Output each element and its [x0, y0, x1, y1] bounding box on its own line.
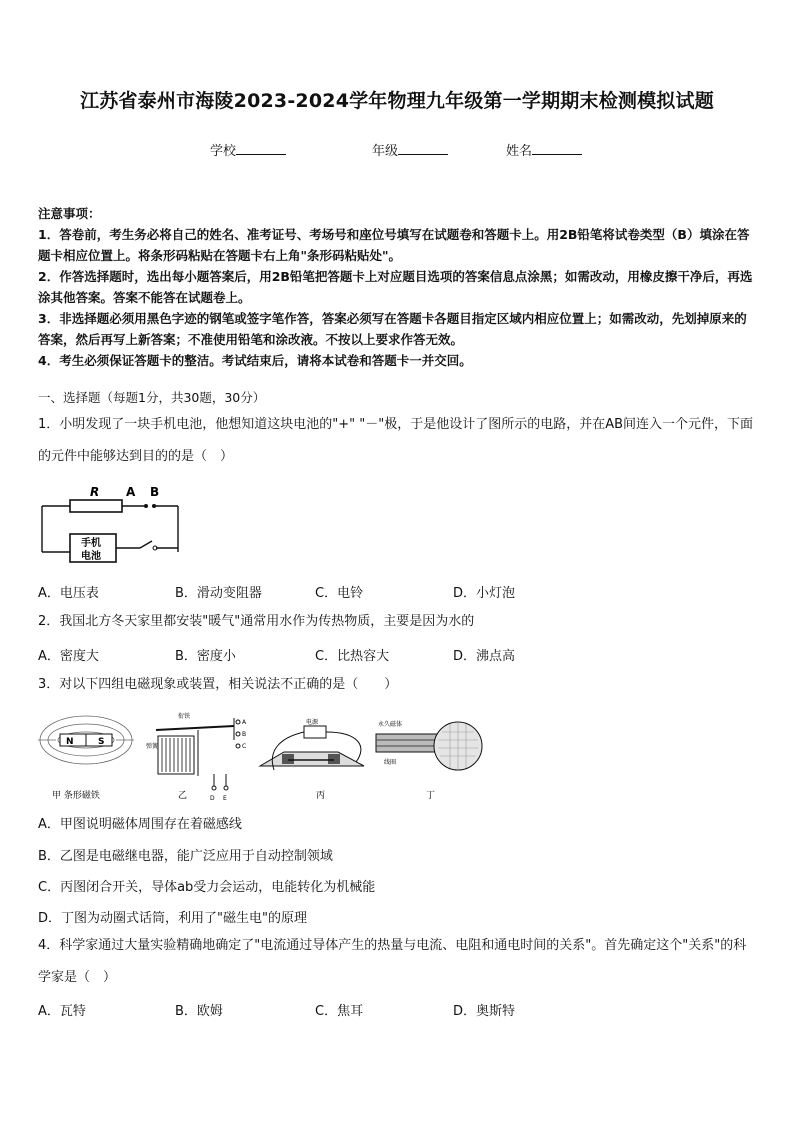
question-2-options — [38, 645, 758, 667]
option-a[interactable]: A．瓦特 — [38, 1004, 86, 1019]
terminal-a — [144, 504, 148, 508]
question-1-text: 1．小明发现了一块手机电池，他想知道这块电池的"+" "－"极，于是他设计了图所示的电路，并在AB间连入一个元件，下面的元件中能够达到目的的是（ ） — [38, 417, 754, 464]
s-pole-label: S — [98, 737, 105, 747]
school-blank — [236, 142, 286, 155]
figure-yi-label: 乙 — [178, 791, 188, 801]
point-d-label: D — [210, 795, 215, 802]
figure-ding-label: 丁 — [426, 791, 436, 801]
name-field — [506, 140, 582, 159]
point-e-label: E — [223, 795, 227, 802]
dynamic-microphone-figure — [376, 720, 482, 801]
bar-magnet-figure — [38, 716, 134, 801]
option-b[interactable]: B．欧姆 — [175, 1004, 223, 1019]
option-c[interactable]: C．焦耳 — [315, 1004, 364, 1019]
figure-jia-label: 甲 条形磁铁 — [52, 791, 100, 801]
question-3-option-a[interactable]: A．甲图说明磁体周围存在着磁感线 — [38, 817, 242, 832]
question-1-options — [38, 582, 758, 604]
grade-field — [372, 140, 448, 159]
point-b-label: B — [242, 731, 247, 738]
battery-label-line2: 电池 — [81, 551, 101, 562]
resistor-label: R — [90, 485, 100, 499]
spring-label: 弹簧 — [146, 743, 159, 750]
power-source-label: 电源 — [306, 719, 319, 726]
terminal-b — [152, 504, 156, 508]
question-2-text: 2．我国北方冬天家里都安装"暖气"通常用水作为传热物质，主要是因为水的 — [38, 614, 475, 629]
note-item: 2．作答选择题时，选出每小题答案后，用2B铅笔把答题卡上对应题目选项的答案信息点涂黑；如需改动，用橡皮擦干净后，再选涂其他答案。答案不能答在试题卷上。 — [38, 269, 753, 305]
section-heading: 一、选择题（每题1分，共30题，30分） — [38, 390, 266, 405]
option-b[interactable]: B．滑动变阻器 — [175, 586, 262, 601]
switch-lever — [140, 541, 152, 548]
point-c-label: C — [242, 743, 247, 750]
armature-label: 衔铁 — [178, 713, 191, 720]
option-a[interactable]: A．电压表 — [38, 586, 99, 601]
option-a[interactable]: A．密度大 — [38, 649, 99, 664]
option-c[interactable]: C．电铃 — [315, 586, 364, 601]
option-d[interactable]: D．奥斯特 — [453, 1004, 516, 1019]
name-label: 姓名 — [506, 144, 533, 159]
question-3-option-c[interactable]: C．丙图闭合开关，导体ab受力会运动，电能转化为机械能 — [38, 880, 376, 895]
option-d[interactable]: D．小灯泡 — [453, 586, 516, 601]
battery-label-line1: 手机 — [81, 538, 101, 549]
question-1-circuit-figure — [38, 484, 188, 564]
name-blank — [532, 142, 582, 155]
question-3-text: 3．对以下四组电磁现象或装置，相关说法不正确的是（ ） — [38, 677, 398, 692]
option-c[interactable]: C．比热容大 — [315, 649, 390, 664]
grade-label: 年级 — [372, 144, 399, 159]
n-pole-label: N — [66, 737, 74, 747]
notes-heading: 注意事项： — [38, 206, 101, 221]
note-item: 3．非选择题必须用黑色字迹的钢笔或签字笔作答，答案必须写在答题卡各题目指定区域内相应位置上；如需改动，先划掉原来的答案，然后再写上新答案；不准使用铅笔和涂改液。不按以上要求作答无效。 — [38, 311, 747, 347]
terminal-b-label: B — [150, 485, 160, 499]
page-title: 江苏省泰州市海陵2023-2024学年物理九年级第一学期期末检测模拟试题 — [80, 90, 714, 112]
permanent-magnet-label: 永久磁体 — [378, 721, 403, 728]
resistor-symbol — [70, 500, 122, 512]
notes — [38, 203, 758, 371]
terminal-a-label: A — [126, 485, 136, 499]
point-a-label: A — [242, 719, 247, 726]
question-3-figure — [38, 712, 488, 806]
relay-figure — [146, 712, 247, 802]
option-d[interactable]: D．沸点高 — [453, 649, 516, 664]
question-4-options — [38, 1000, 758, 1022]
school-label: 学校 — [210, 144, 237, 159]
school-field — [210, 140, 286, 159]
note-item: 1．答卷前，考生务必将自己的姓名、准考证号、考场号和座位号填写在试题卷和答题卡上。用2B铅笔将试卷类型（B）填涂在答题卡相应位置上。将条形码粘贴在答题卡右上角"条形码粘贴处"。 — [38, 227, 750, 263]
note-item: 4．考生必须保证答题卡的整洁。考试结束后，请将本试卷和答题卡一并交回。 — [38, 353, 472, 368]
coil-label: 线圈 — [384, 759, 397, 766]
option-b[interactable]: B．密度小 — [175, 649, 236, 664]
question-4-text: 4．科学家通过大量实验精确地确定了"电流通过导体产生的热量与电流、电阻和通电时间的关系"。首先确定这个"关系"的科学家是（ ） — [38, 938, 747, 985]
question-3-option-b[interactable]: B．乙图是电磁继电器，能广泛应用于自动控制领域 — [38, 849, 333, 864]
grade-blank — [398, 142, 448, 155]
question-3-option-d[interactable]: D．丁图为动圈式话筒，利用了"磁生电"的原理 — [38, 911, 307, 926]
figure-bing-label: 丙 — [316, 791, 326, 801]
motor-principle-figure — [260, 718, 364, 801]
